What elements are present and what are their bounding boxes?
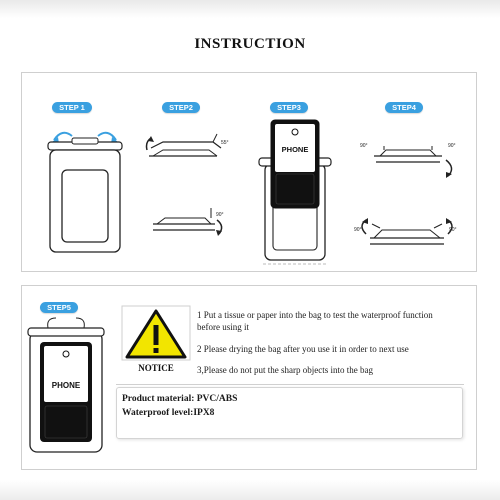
phone-screen-icon bbox=[276, 174, 314, 204]
step5-badge: STEP5 bbox=[40, 302, 78, 313]
warning-icon bbox=[121, 305, 191, 361]
exclamation-dot-icon bbox=[154, 348, 159, 353]
page-title: INSTRUCTION bbox=[194, 36, 306, 52]
step5-phone-label: PHONE bbox=[51, 381, 81, 390]
clip-locked-bottom-icon bbox=[362, 218, 452, 244]
camera-icon bbox=[63, 351, 69, 357]
step3-phone-label: PHONE bbox=[281, 145, 309, 154]
clip-top-icon bbox=[72, 138, 98, 144]
step4-angle-top-right: 90° bbox=[448, 143, 456, 149]
instruction-1: 1 Put a tissue or paper into the bag to test the waterproof function before using it bbox=[197, 310, 433, 332]
step2-badge: STEP2 bbox=[162, 102, 200, 113]
camera-icon bbox=[292, 129, 298, 135]
exclamation-bar-icon bbox=[154, 325, 159, 345]
step4-angle-top-left: 90° bbox=[360, 143, 368, 149]
clip-bar-icon bbox=[28, 328, 104, 336]
instruction-2: 2 Please drying the bag after you use it in order to next use bbox=[197, 344, 409, 354]
pouch-window-icon bbox=[62, 170, 108, 242]
divider bbox=[116, 384, 464, 385]
spec-waterproof: Waterproof level:IPX8 bbox=[122, 408, 215, 418]
step5-sealed-pouch-illustration bbox=[26, 316, 106, 456]
step4-lock-illustration bbox=[360, 138, 465, 253]
step1-badge: STEP 1 bbox=[52, 102, 92, 113]
step2-angle-bottom: 90° bbox=[216, 212, 224, 218]
step4-angle-bottom-left: 90° bbox=[354, 227, 362, 233]
bottom-gradient-band bbox=[0, 480, 500, 500]
step1-pouch-illustration bbox=[40, 118, 130, 258]
top-gradient-band bbox=[0, 0, 500, 18]
clip-locked-top-icon bbox=[374, 146, 452, 178]
lanyard-right-icon bbox=[76, 318, 84, 328]
lanyard-left-icon bbox=[48, 318, 56, 328]
clip-55deg-icon bbox=[147, 134, 222, 156]
step3-insert-phone-illustration bbox=[255, 116, 335, 266]
clip-90deg-icon bbox=[153, 208, 222, 236]
step4-angle-bottom-right: 90° bbox=[449, 227, 457, 233]
spec-material: Product material: PVC/ABS bbox=[122, 394, 238, 404]
step2-angle-top: 55° bbox=[221, 140, 229, 146]
instruction-3: 3,Please do not put the sharp objects into the bag bbox=[197, 365, 373, 375]
step4-badge: STEP4 bbox=[385, 102, 423, 113]
step3-badge: STEP3 bbox=[270, 102, 308, 113]
notice-label: NOTICE bbox=[138, 363, 174, 373]
step2-clip-illustration bbox=[145, 130, 230, 240]
phone-screen-icon bbox=[45, 406, 87, 438]
